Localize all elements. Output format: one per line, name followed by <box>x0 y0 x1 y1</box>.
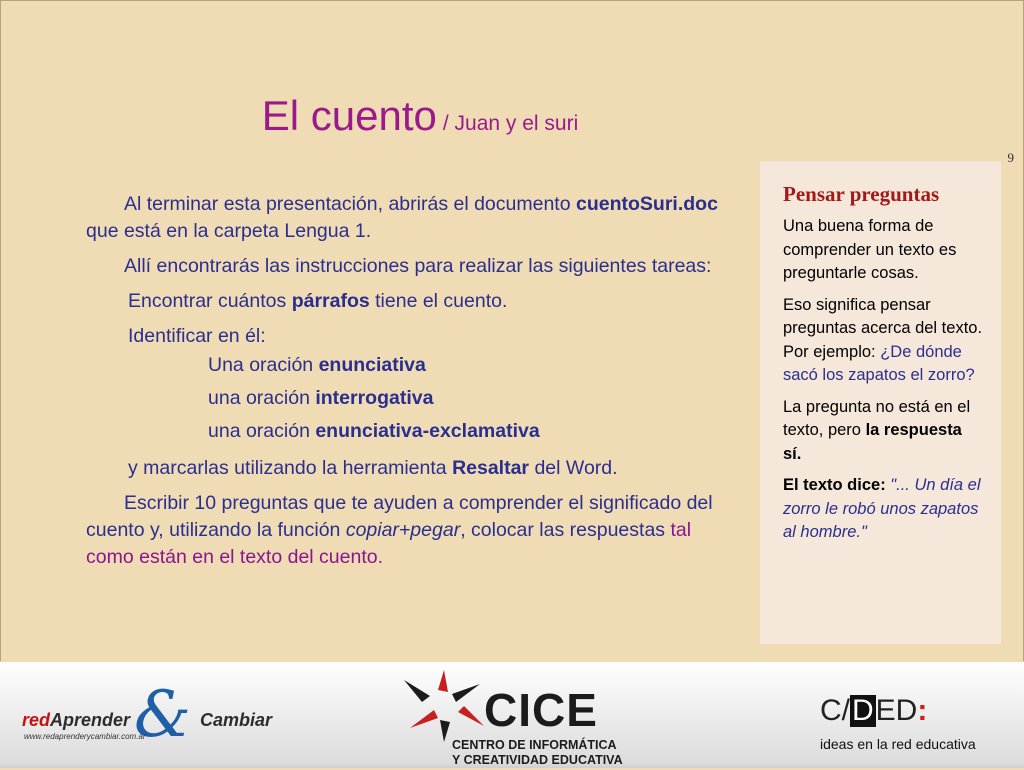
cice-wordmark: CICE <box>484 684 598 736</box>
cded-logo <box>818 694 1008 764</box>
logo-text-red: red <box>22 710 51 730</box>
text: que está en la carpeta Lengua 1. <box>86 220 372 242</box>
paragraph-5 <box>86 455 726 482</box>
keyword: enunciativa <box>318 354 426 376</box>
cice-subtitle-2: Y CREATIVIDAD EDUCATIVA <box>452 753 623 767</box>
paragraph-4: Identificar en él: <box>128 325 266 347</box>
text: Una oración <box>208 354 319 376</box>
function-name: copiar+pegar <box>345 519 461 541</box>
logo-text-aprender: Aprender <box>50 710 131 730</box>
quote: "... Un día el zorro le robó unos zapatos al hombre." <box>783 476 981 541</box>
sidebar-paragraph <box>783 474 983 545</box>
paragraph-3 <box>86 288 726 315</box>
cice-subtitle-1: CENTRO DE INFORMÁTICA <box>452 738 617 752</box>
ampersand-icon: & <box>134 678 191 752</box>
text: , colocar las respuestas <box>460 519 671 541</box>
text: una oración <box>208 420 316 442</box>
text: y marcarlas utilizando la herramienta <box>128 457 453 479</box>
cded-c: C/ <box>820 694 850 727</box>
text: tiene el cuento. <box>369 290 508 312</box>
list-item <box>86 352 726 379</box>
keyword: enunciativa-exclamativa <box>315 420 540 442</box>
sidebar-paragraph <box>783 396 983 467</box>
paragraph-6 <box>86 490 726 571</box>
sidebar-panel <box>760 161 1001 644</box>
title-subtitle: / Juan y el suri <box>442 112 579 135</box>
logo-text <box>22 710 130 731</box>
logo-url: www.redaprenderycambiar.com.ar <box>24 732 146 741</box>
emphasis: El texto dice: <box>783 476 891 494</box>
cice-logo <box>400 666 640 766</box>
footer <box>0 662 1024 768</box>
sidebar-title: Pensar preguntas <box>783 182 940 206</box>
list-item <box>86 418 726 445</box>
logo-text-cambiar: Cambiar <box>200 710 273 730</box>
paragraph-2: Allí encontrarás las instrucciones para realizar las siguientes tareas: <box>124 255 712 277</box>
page-number: 9 <box>1007 150 1014 165</box>
sidebar-paragraph <box>783 294 983 388</box>
text: La pregunta no está en el texto, pero <box>783 397 971 439</box>
text: Escribir 10 preguntas que te ayuden a comprender el significado del cuento y, utilizando la función <box>86 492 713 541</box>
slide-title <box>0 92 840 140</box>
text: Encontrar cuántos <box>128 290 292 312</box>
redaprender-logo <box>22 678 282 770</box>
text: Eso significa pensar preguntas acerca del texto. Por ejemplo: <box>783 295 983 361</box>
keyword: interrogativa <box>315 387 434 409</box>
highlighted-text: tal como están en el texto del cuento. <box>86 519 692 568</box>
title-main: El cuento <box>261 92 437 139</box>
document-name: cuentoSuri.doc <box>575 193 718 215</box>
cded-tagline: ideas en la red educativa <box>820 736 976 752</box>
cded-wordmark <box>820 694 927 728</box>
text: una oración <box>208 387 316 409</box>
example-question: ¿De dónde sacó los zapatos el zorro? <box>783 342 975 384</box>
cice-arrows-icon <box>400 666 490 746</box>
text: Al terminar esta presentación, abrirás el documento <box>124 193 576 215</box>
cded-d: D <box>852 694 874 727</box>
text: del Word. <box>529 457 618 479</box>
main-body-text <box>86 191 726 579</box>
cded-colon: : <box>917 694 928 727</box>
sidebar-paragraph: Una buena forma de comprender un texto es preguntarle cosas. <box>783 217 957 282</box>
keyword: párrafos <box>291 290 370 312</box>
list-item <box>86 385 726 412</box>
keyword: Resaltar <box>452 457 530 479</box>
cded-ed: ED <box>875 694 918 727</box>
emphasis: la respuesta sí. <box>783 421 962 463</box>
paragraph-1 <box>86 191 726 245</box>
